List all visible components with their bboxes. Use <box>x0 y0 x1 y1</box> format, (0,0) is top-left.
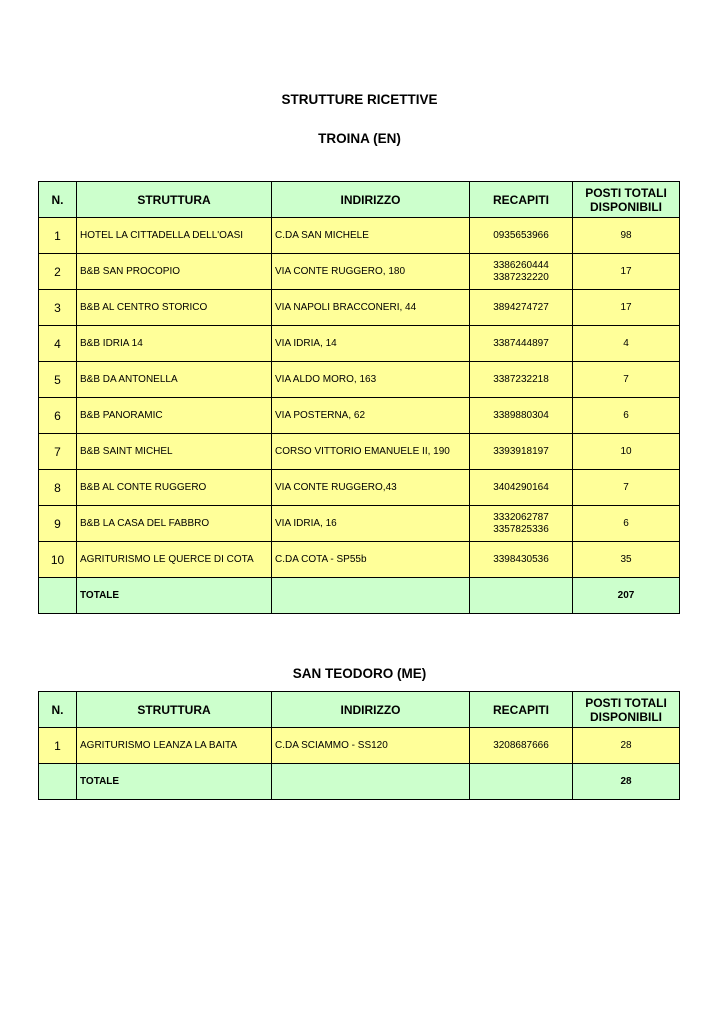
struttura-cell: B&B SAINT MICHEL <box>77 434 272 470</box>
phone-number: 3387232220 <box>493 271 549 283</box>
phone-number: 3398430536 <box>493 553 549 565</box>
table-row <box>39 542 680 578</box>
table-row <box>39 506 680 542</box>
struttura-cell: HOTEL LA CITTADELLA DELL'OASI <box>77 218 272 254</box>
recapiti-cell <box>470 728 573 764</box>
struttura-cell: B&B AL CONTE RUGGERO <box>77 470 272 506</box>
posti-cell: 6 <box>573 398 680 434</box>
total-empty-cell <box>470 578 573 614</box>
table-row <box>39 326 680 362</box>
col-header-indirizzo: INDIRIZZO <box>272 182 470 218</box>
col-header-n: N. <box>39 182 77 218</box>
struttura-cell: AGRITURISMO LEANZA LA BAITA <box>77 728 272 764</box>
row-number: 8 <box>39 470 77 506</box>
indirizzo-cell: C.DA SCIAMMO - SS120 <box>272 728 470 764</box>
row-number: 9 <box>39 506 77 542</box>
indirizzo-cell: CORSO VITTORIO EMANUELE II, 190 <box>272 434 470 470</box>
indirizzo-cell: VIA ALDO MORO, 163 <box>272 362 470 398</box>
document-title: STRUTTURE RICETTIVE <box>281 92 438 107</box>
col-header-recapiti: RECAPITI <box>470 692 573 728</box>
posti-cell: 98 <box>573 218 680 254</box>
struttura-cell: B&B DA ANTONELLA <box>77 362 272 398</box>
row-number: 1 <box>39 728 77 764</box>
phone-number: 3357825336 <box>493 523 549 535</box>
posti-cell: 10 <box>573 434 680 470</box>
posti-header-line1: POSTI TOTALI <box>585 695 667 710</box>
indirizzo-cell: C.DA COTA - SP55b <box>272 542 470 578</box>
phone-number: 3404290164 <box>493 481 549 493</box>
col-header-posti <box>573 692 680 728</box>
san-teodoro-table-body <box>39 728 680 800</box>
struttura-cell: B&B PANORAMIC <box>77 398 272 434</box>
phone-number: 3387444897 <box>493 337 549 349</box>
phone-number: 3386260444 <box>493 259 549 271</box>
recapiti-cell <box>470 254 573 290</box>
col-header-struttura: STRUTTURA <box>77 182 272 218</box>
struttura-cell: B&B LA CASA DEL FABBRO <box>77 506 272 542</box>
recapiti-cell <box>470 506 573 542</box>
posti-cell: 7 <box>573 470 680 506</box>
col-header-recapiti: RECAPITI <box>470 182 573 218</box>
posti-cell: 7 <box>573 362 680 398</box>
col-header-indirizzo: INDIRIZZO <box>272 692 470 728</box>
total-empty-cell <box>470 764 573 800</box>
row-number: 7 <box>39 434 77 470</box>
table-row <box>39 218 680 254</box>
indirizzo-cell: VIA POSTERNA, 62 <box>272 398 470 434</box>
recapiti-cell <box>470 362 573 398</box>
indirizzo-cell: VIA IDRIA, 16 <box>272 506 470 542</box>
troina-table-body <box>39 218 680 614</box>
table-row <box>39 434 680 470</box>
total-empty-cell <box>272 578 470 614</box>
posti-header-line2: DISPONIBILI <box>589 199 662 214</box>
col-header-posti <box>573 182 680 218</box>
total-row <box>39 764 680 800</box>
table-row <box>39 470 680 506</box>
col-header-n: N. <box>39 692 77 728</box>
posti-cell: 28 <box>573 728 680 764</box>
recapiti-cell <box>470 542 573 578</box>
posti-cell: 4 <box>573 326 680 362</box>
table-row <box>39 254 680 290</box>
row-number: 10 <box>39 542 77 578</box>
posti-header-line2: DISPONIBILI <box>589 709 662 724</box>
total-row <box>39 578 680 614</box>
recapiti-cell <box>470 470 573 506</box>
total-empty-cell <box>39 764 77 800</box>
phone-number: 3894274727 <box>493 301 549 313</box>
total-label: TOTALE <box>77 764 272 800</box>
phone-number: 3387232218 <box>493 373 549 385</box>
struttura-cell: B&B AL CENTRO STORICO <box>77 290 272 326</box>
row-number: 2 <box>39 254 77 290</box>
table-row <box>39 398 680 434</box>
phone-number: 3332062787 <box>493 511 549 523</box>
san-teodoro-table <box>38 691 680 800</box>
phone-number: 3208687666 <box>493 739 549 751</box>
row-number: 1 <box>39 218 77 254</box>
posti-header-line1: POSTI TOTALI <box>585 185 667 200</box>
phone-number: 3393918197 <box>493 445 549 457</box>
recapiti-cell <box>470 434 573 470</box>
phone-number: 3389880304 <box>493 409 549 421</box>
total-value: 28 <box>573 764 680 800</box>
posti-cell: 17 <box>573 254 680 290</box>
indirizzo-cell: VIA NAPOLI BRACCONERI, 44 <box>272 290 470 326</box>
struttura-cell: B&B SAN PROCOPIO <box>77 254 272 290</box>
total-empty-cell <box>39 578 77 614</box>
indirizzo-cell: VIA CONTE RUGGERO, 180 <box>272 254 470 290</box>
table-row <box>39 362 680 398</box>
section-title-troina: TROINA (EN) <box>318 131 401 146</box>
indirizzo-cell: C.DA SAN MICHELE <box>272 218 470 254</box>
section-title-san-teodoro: SAN TEODORO (ME) <box>292 666 427 681</box>
table-row <box>39 290 680 326</box>
row-number: 5 <box>39 362 77 398</box>
total-value: 207 <box>573 578 680 614</box>
struttura-cell: B&B IDRIA 14 <box>77 326 272 362</box>
posti-cell: 17 <box>573 290 680 326</box>
total-empty-cell <box>272 764 470 800</box>
recapiti-cell <box>470 398 573 434</box>
recapiti-cell <box>470 326 573 362</box>
phone-number: 0935653966 <box>493 229 549 241</box>
row-number: 6 <box>39 398 77 434</box>
posti-cell: 35 <box>573 542 680 578</box>
table-header-row <box>39 692 680 728</box>
row-number: 3 <box>39 290 77 326</box>
recapiti-cell <box>470 290 573 326</box>
posti-cell: 6 <box>573 506 680 542</box>
indirizzo-cell: VIA IDRIA, 14 <box>272 326 470 362</box>
recapiti-cell <box>470 218 573 254</box>
troina-table <box>38 181 680 614</box>
row-number: 4 <box>39 326 77 362</box>
table-header-row <box>39 182 680 218</box>
struttura-cell: AGRITURISMO LE QUERCE DI COTA <box>77 542 272 578</box>
indirizzo-cell: VIA CONTE RUGGERO,43 <box>272 470 470 506</box>
col-header-struttura: STRUTTURA <box>77 692 272 728</box>
total-label: TOTALE <box>77 578 272 614</box>
table-row <box>39 728 680 764</box>
